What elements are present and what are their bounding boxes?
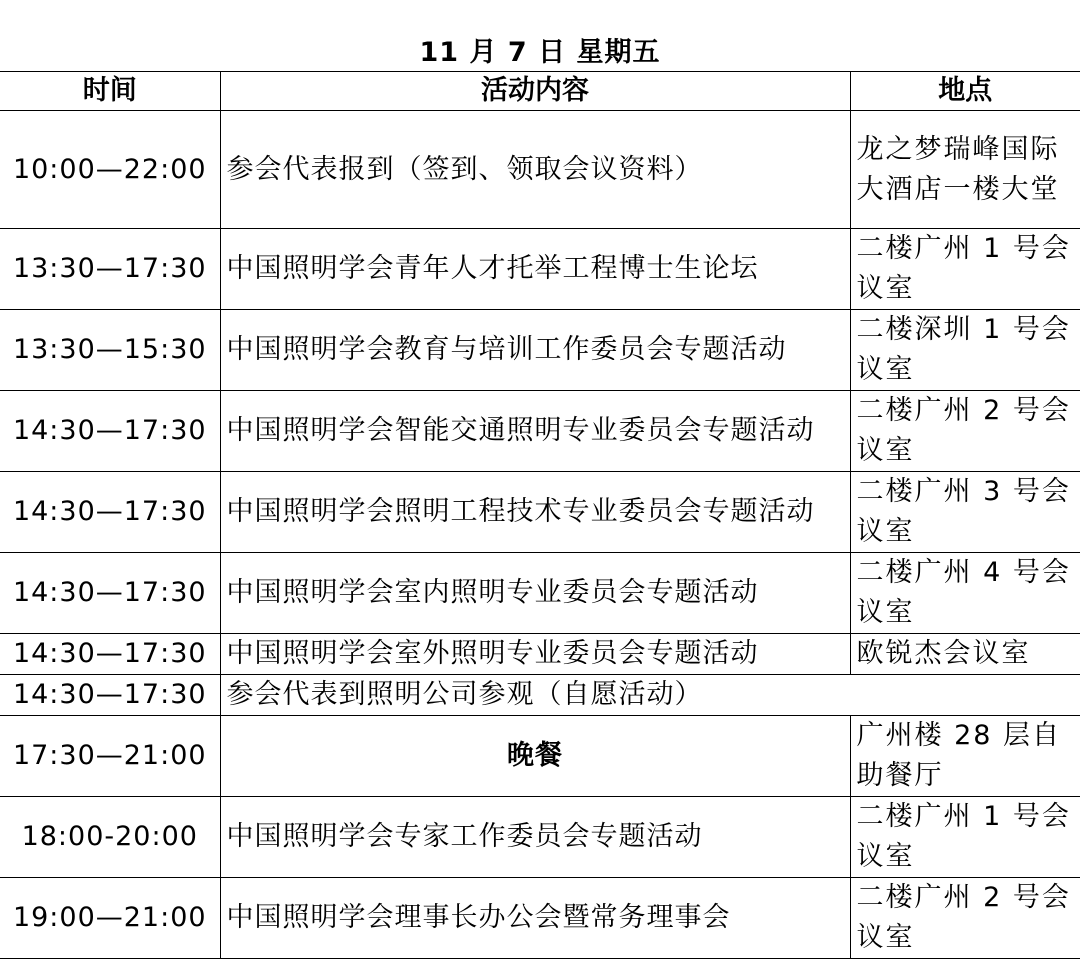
time-cell: 13:30—17:30 bbox=[0, 229, 220, 310]
table-header-row bbox=[0, 72, 1080, 111]
time-cell: 13:30—15:30 bbox=[0, 310, 220, 391]
activity-cell: 中国照明学会专家工作委员会专题活动 bbox=[220, 797, 850, 878]
activity-cell: 参会代表报到（签到、领取会议资料） bbox=[220, 111, 850, 229]
time-cell: 14:30—17:30 bbox=[0, 634, 220, 675]
table-row bbox=[0, 878, 1080, 959]
activity-cell: 中国照明学会智能交通照明专业委员会专题活动 bbox=[220, 391, 850, 472]
activity-cell: 中国照明学会室内照明专业委员会专题活动 bbox=[220, 553, 850, 634]
location-cell: 广州楼 28 层自助餐厅 bbox=[850, 716, 1080, 797]
time-cell: 17:30—21:00 bbox=[0, 716, 220, 797]
page-title: 11 月 7 日 星期五 bbox=[419, 37, 661, 68]
activity-cell: 中国照明学会照明工程技术专业委员会专题活动 bbox=[220, 472, 850, 553]
time-cell: 14:30—17:30 bbox=[0, 472, 220, 553]
location-cell: 二楼广州 1 号会议室 bbox=[850, 797, 1080, 878]
time-cell: 10:00—22:00 bbox=[0, 111, 220, 229]
location-cell: 二楼广州 1 号会议室 bbox=[850, 229, 1080, 310]
activity-cell: 中国照明学会理事长办公会暨常务理事会 bbox=[220, 878, 850, 959]
location-cell: 二楼广州 3 号会议室 bbox=[850, 472, 1080, 553]
time-cell: 14:30—17:30 bbox=[0, 553, 220, 634]
table-row bbox=[0, 111, 1080, 229]
time-cell: 19:00—21:00 bbox=[0, 878, 220, 959]
table-row bbox=[0, 634, 1080, 675]
time-cell: 18:00-20:00 bbox=[0, 797, 220, 878]
location-cell: 二楼广州 2 号会议室 bbox=[850, 878, 1080, 959]
time-cell: 14:30—17:30 bbox=[0, 391, 220, 472]
table-row bbox=[0, 716, 1080, 797]
table-row bbox=[0, 229, 1080, 310]
location-cell: 二楼深圳 1 号会议室 bbox=[850, 310, 1080, 391]
header-location: 地点 bbox=[850, 72, 1080, 111]
time-cell: 14:30—17:30 bbox=[0, 675, 220, 716]
location-cell: 欧锐杰会议室 bbox=[850, 634, 1080, 675]
activity-cell: 中国照明学会青年人才托举工程博士生论坛 bbox=[220, 229, 850, 310]
activity-cell: 中国照明学会室外照明专业委员会专题活动 bbox=[220, 634, 850, 675]
header-time: 时间 bbox=[0, 72, 220, 111]
location-cell: 二楼广州 4 号会议室 bbox=[850, 553, 1080, 634]
table-row bbox=[0, 310, 1080, 391]
header-activity: 活动内容 bbox=[220, 72, 850, 111]
location-cell: 龙之梦瑞峰国际大酒店一楼大堂 bbox=[850, 111, 1080, 229]
table-row bbox=[0, 472, 1080, 553]
table-row bbox=[0, 675, 1080, 716]
activity-cell: 晚餐 bbox=[220, 716, 850, 797]
activity-cell: 参会代表到照明公司参观（自愿活动） bbox=[220, 675, 1080, 716]
schedule-table bbox=[0, 71, 1080, 959]
activity-cell: 中国照明学会教育与培训工作委员会专题活动 bbox=[220, 310, 850, 391]
table-row bbox=[0, 797, 1080, 878]
location-cell: 二楼广州 2 号会议室 bbox=[850, 391, 1080, 472]
table-row bbox=[0, 553, 1080, 634]
table-row bbox=[0, 391, 1080, 472]
